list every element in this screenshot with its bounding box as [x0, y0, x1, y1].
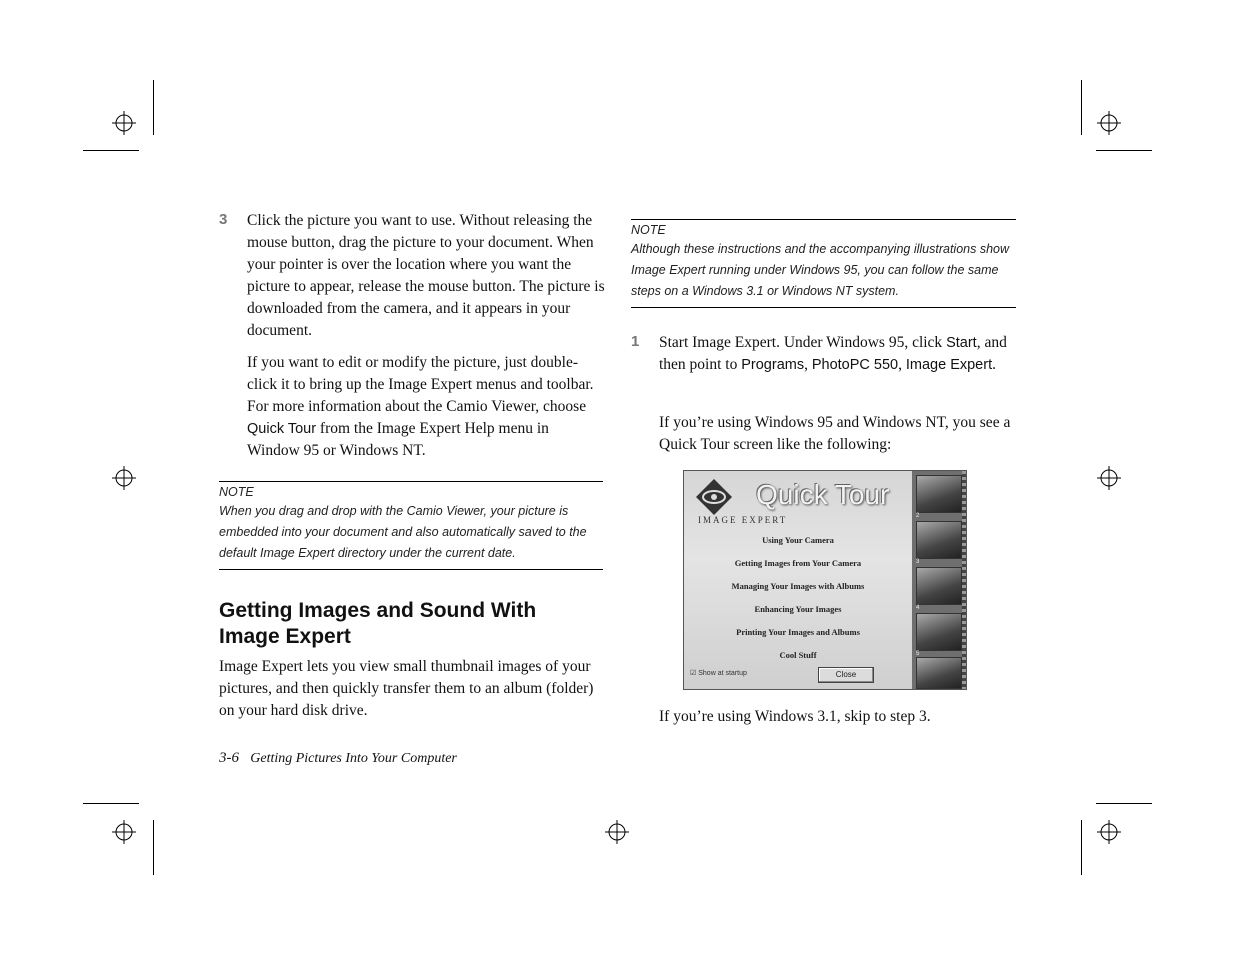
ui-term: Programs [741, 357, 805, 373]
thumbnail-image [916, 567, 962, 605]
quick-tour-menu-item[interactable]: Using Your Camera [762, 535, 834, 545]
quick-tour-panel [684, 471, 912, 689]
page-number: 3-6 [219, 750, 239, 766]
quick-tour-title: Quick Tour [756, 479, 890, 510]
note-label: NOTE [631, 223, 666, 237]
thumbnail-image [916, 613, 962, 651]
step-paragraph [659, 332, 1017, 376]
registration-target-icon [1097, 111, 1121, 135]
note-box [219, 481, 603, 570]
step-text: Click the picture you want to use. Without releasing the mouse button, drag the picture to your document. When your pointer is over the location where you want the picture to appear, release the mouse button. The picture is downloaded from the camera, and it appears in your document. [247, 212, 605, 339]
thumbnail-number: 3 [916, 559, 920, 565]
registration-target-icon [1097, 466, 1121, 490]
step-paragraph: If you’re using Windows 3.1, skip to step 3. [659, 708, 931, 725]
step-number: 1 [631, 333, 640, 350]
ui-term: Image Expert [905, 357, 993, 373]
note-text: Although these instructions and the accompanying illustrations show Image Expert running under Windows 95, you can follow the same steps on a Windows 3.1 or Windows NT system. [631, 242, 1009, 298]
page-footer [219, 750, 457, 767]
registration-target-icon [1097, 820, 1121, 844]
section-heading: Getting Images and Sound With Image Expert [219, 599, 537, 648]
thumbnail-number: 2 [916, 513, 920, 519]
step-text: , and then point to [659, 334, 1007, 373]
ui-term: Start [946, 335, 977, 351]
step-paragraph: If you’re using Windows 95 and Windows NT, you see a Quick Tour screen like the following: [659, 414, 1011, 453]
ui-term: Quick Tour [247, 421, 317, 437]
registration-target-icon [605, 820, 629, 844]
quick-tour-menu-item[interactable]: Getting Images from Your Camera [734, 558, 862, 568]
step-text: If you want to edit or modify the picture, just double-click it to bring up the Image Expert menus and toolbar. For more information about the Camio Viewer, choose [247, 354, 594, 415]
step-paragraph [247, 210, 605, 342]
close-button[interactable]: Close [818, 667, 874, 683]
quick-tour-brand: IMAGE EXPERT [698, 515, 788, 525]
registration-target-icon [112, 466, 136, 490]
quick-tour-screenshot [683, 470, 967, 690]
separator: , [898, 356, 906, 373]
step-paragraph [247, 352, 605, 462]
quick-tour-menu-item[interactable]: Managing Your Images with Albums [731, 581, 865, 591]
quick-tour-menu-item[interactable]: Enhancing Your Images [754, 604, 842, 614]
checkbox-label: Show at startup [698, 670, 747, 677]
step-text: from the Image Expert Help menu in Window 95 or Windows NT. [247, 420, 549, 459]
registration-target-icon [112, 111, 136, 135]
quick-tour-menu-item[interactable]: Printing Your Images and Albums [736, 627, 860, 637]
thumbnail-image [916, 521, 962, 559]
step-number: 3 [219, 211, 228, 228]
separator: , [804, 356, 812, 373]
chapter-title: Getting Pictures Into Your Computer [250, 751, 457, 766]
thumbnail-image [916, 657, 962, 689]
note-label: NOTE [219, 485, 254, 499]
registration-target-icon [112, 820, 136, 844]
note-box [631, 219, 1016, 308]
quick-tour-menu-item[interactable]: Cool Stuff [779, 650, 817, 660]
section-intro: Image Expert lets you view small thumbnail images of your pictures, and then quickly transfer them to an album (folder) on your hard disk drive. [219, 658, 594, 719]
note-text: When you drag and drop with the Camio Viewer, your picture is embedded into your document and also automatically saved to the default Image Expert directory under the current date. [219, 504, 587, 560]
thumbnail-number: 4 [916, 605, 920, 611]
separator: . [992, 356, 996, 373]
ui-term: PhotoPC 550 [811, 357, 899, 373]
thumbnail-strip [912, 471, 966, 689]
image-expert-logo-icon [694, 477, 734, 517]
thumbnail-number: 5 [916, 651, 920, 657]
film-edge [962, 471, 966, 689]
show-at-startup-checkbox[interactable]: ☑ Show at startup [690, 670, 747, 677]
step-text: Start Image Expert. Under Windows 95, click [659, 334, 947, 351]
thumbnail-image [916, 475, 962, 513]
